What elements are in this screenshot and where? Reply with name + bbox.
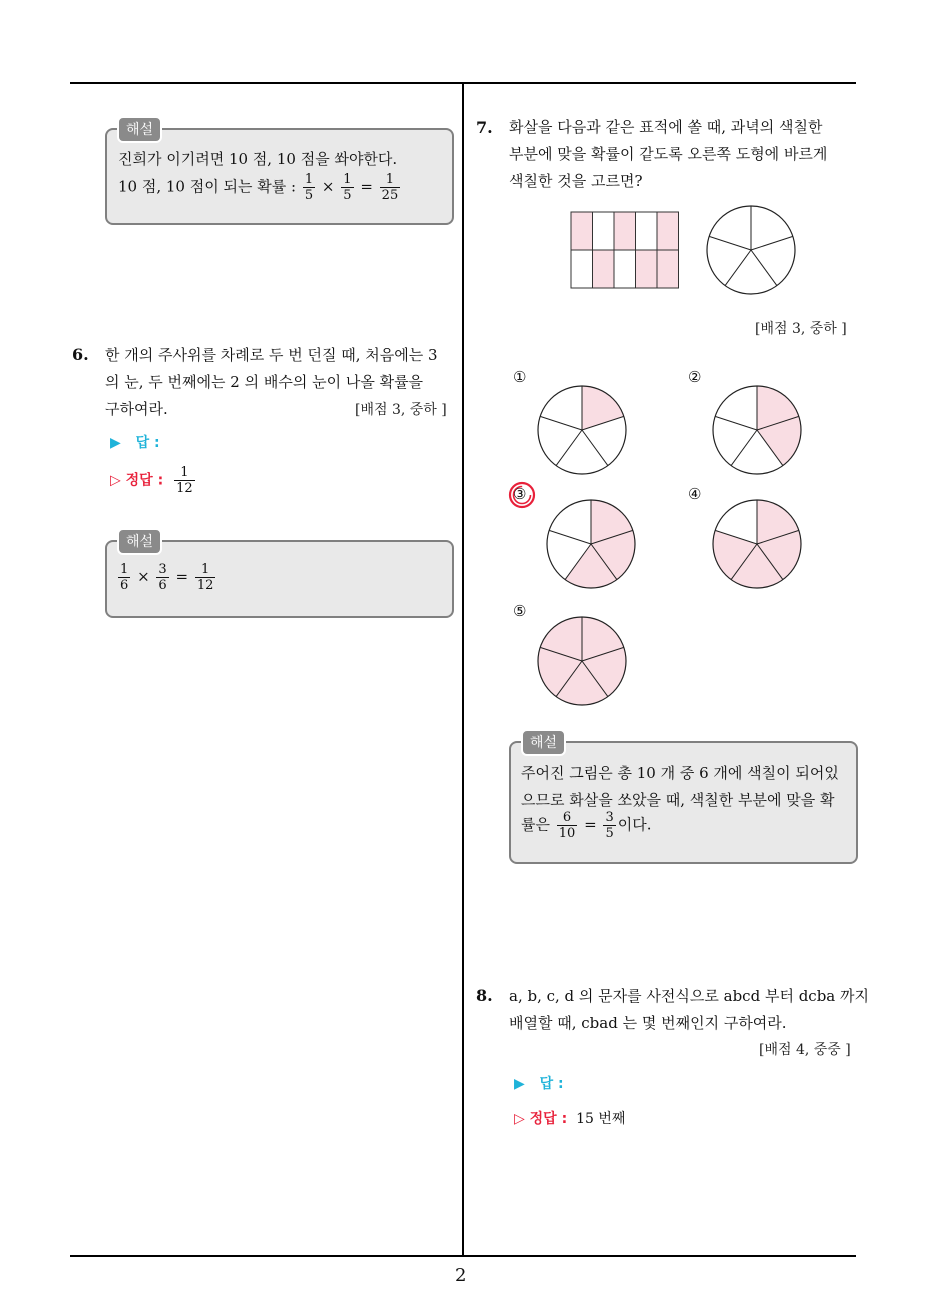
grid-cell [593, 212, 615, 250]
q6-score: [배점 3, 중하 ] [355, 402, 447, 418]
q5-solution-tag: 해설 [117, 116, 162, 143]
bottom-rule [70, 1255, 856, 1257]
q7-option-2-label[interactable]: ② [688, 368, 702, 386]
q6-correct-arrow-icon: ▷ [110, 472, 121, 489]
q5-f3-den: 25 [381, 188, 399, 203]
q7-option-3-label[interactable]: ③ [513, 485, 527, 503]
q6-sol-f2-num: 3 [158, 562, 167, 577]
q5-f3-num: 1 [380, 172, 401, 188]
q5-times: × [321, 177, 335, 196]
grid-cell [657, 212, 679, 250]
q6-sol-fraction-3 [195, 562, 216, 593]
q5-solution-line1: 진희가 이기려면 10 점, 10 점을 쏴야한다. [118, 150, 398, 168]
q6-line1: 한 개의 주사위를 차례로 두 번 던질 때, 처음에는 3 [105, 346, 438, 364]
q7-option-2-circle[interactable] [712, 385, 802, 475]
grid-cell [657, 250, 679, 288]
q6-line2: 의 눈, 두 번째에는 2 의 배수의 눈이 나올 확률을 [105, 373, 424, 391]
q7-target-circle [706, 205, 796, 295]
q8-correct-value: 15 번째 [576, 1111, 626, 1127]
grid-cell [614, 212, 636, 250]
column-divider [462, 84, 464, 1256]
q8-correct-label: 정답 : [529, 1111, 568, 1127]
q5-f2-den: 5 [343, 188, 352, 203]
q7-sol-f2-den: 5 [605, 826, 614, 841]
q6-solution-tag: 해설 [117, 528, 162, 555]
q7-option-3-circle[interactable] [546, 499, 636, 589]
q5-solution-line2 [118, 172, 402, 203]
q7-solution-tag: 해설 [521, 729, 566, 756]
q7-sol-fraction-2 [603, 810, 615, 841]
grid-cell [636, 212, 658, 250]
q7-line2: 부분에 맞을 확률이 같도록 오른쪽 도형에 바르게 [509, 145, 828, 163]
q8-answer-row[interactable] [514, 1073, 564, 1093]
q8-number: 8. [476, 986, 493, 1005]
q5-fraction-1 [303, 172, 315, 203]
q6-number: 6. [72, 345, 89, 364]
q8-answer-arrow-icon: ▶ [514, 1076, 525, 1092]
q6-correct-num: 1 [174, 465, 195, 481]
q6-correct-den: 12 [176, 481, 193, 496]
q8-answer-label: 답 : [539, 1076, 564, 1092]
q6-answer-row[interactable] [110, 432, 160, 452]
q5-f1-num: 1 [304, 172, 314, 187]
q6-solution-line [116, 562, 217, 593]
q7-line3: 색칠한 것을 고르면? [509, 172, 643, 190]
q7-option-1-label[interactable]: ① [513, 368, 527, 386]
q8-correct-row [514, 1108, 625, 1128]
q8-line1: a, b, c, d 의 문자를 사전식으로 abcd 부터 dcba 까지 [509, 987, 869, 1005]
grid-cell [571, 250, 593, 288]
q5-fraction-3 [380, 172, 401, 203]
page-number: 2 [455, 1265, 467, 1286]
q7-sol-f2-num: 3 [605, 810, 614, 825]
q7-sol-f1-num: 6 [557, 810, 578, 826]
q7-option-4-circle[interactable] [712, 499, 802, 589]
q7-target-grid [571, 212, 679, 288]
q7-sol-fraction-1 [557, 810, 578, 841]
q6-correct-fraction [174, 465, 195, 496]
grid-cell [636, 250, 658, 288]
q7-line1: 화살을 다음과 같은 표적에 쏠 때, 과녁의 색칠한 [509, 118, 823, 136]
q5-solution-prefix: 10 점, 10 점이 되는 확률 : [118, 177, 297, 196]
q6-sol-f1-num: 1 [120, 562, 129, 577]
q6-answer-label: 답 : [135, 435, 160, 451]
q7-number: 7. [476, 118, 493, 137]
q6-sol-times: × [137, 567, 150, 586]
q8-score: [배점 4, 중중 ] [759, 1042, 851, 1058]
grid-cell [571, 212, 593, 250]
q7-sol-line3-prefix: 률은 [521, 815, 550, 834]
q7-score: [배점 3, 중하 ] [755, 321, 847, 337]
q6-sol-equals: = [175, 567, 189, 586]
q6-sol-f2-den: 6 [158, 578, 167, 593]
q7-option-4-label[interactable]: ④ [688, 485, 702, 503]
q7-sol-line2: 으므로 화살을 쏘았을 때, 색칠한 부분에 맞을 확 [521, 791, 835, 809]
q6-correct-label: 정답 : [125, 472, 164, 489]
q6-sol-fraction-1 [118, 562, 130, 593]
q6-sol-fraction-2 [156, 562, 168, 593]
q7-sol-line3-suffix: 이다. [617, 815, 652, 834]
q6-answer-arrow-icon: ▶ [110, 435, 121, 451]
grid-cell [614, 250, 636, 288]
q7-sol-equals: = [584, 815, 597, 834]
q7-sol-line1: 주어진 그림은 총 10 개 중 6 개에 색칠이 되어있 [521, 764, 839, 782]
q5-equals: = [360, 177, 373, 196]
q7-option-5-circle[interactable] [537, 616, 627, 706]
q8-correct-arrow-icon: ▷ [514, 1111, 525, 1127]
q7-option-1-circle[interactable] [537, 385, 627, 475]
q6-line3: 구하여라. [105, 400, 168, 418]
q5-f1-den: 5 [304, 188, 314, 203]
q8-line2: 배열할 때, cbad 는 몇 번째인지 구하여라. [509, 1014, 787, 1032]
q5-f2-num: 1 [343, 172, 352, 187]
q6-sol-f3-num: 1 [195, 562, 216, 578]
q6-correct-row [110, 465, 197, 496]
q7-option-5-label[interactable]: ⑤ [513, 602, 527, 620]
q7-sol-line3 [521, 810, 651, 841]
q6-sol-f1-den: 6 [120, 578, 129, 593]
q5-fraction-2 [341, 172, 353, 203]
q6-sol-f3-den: 12 [196, 578, 214, 593]
grid-cell [593, 250, 615, 288]
q7-sol-f1-den: 10 [558, 826, 576, 841]
